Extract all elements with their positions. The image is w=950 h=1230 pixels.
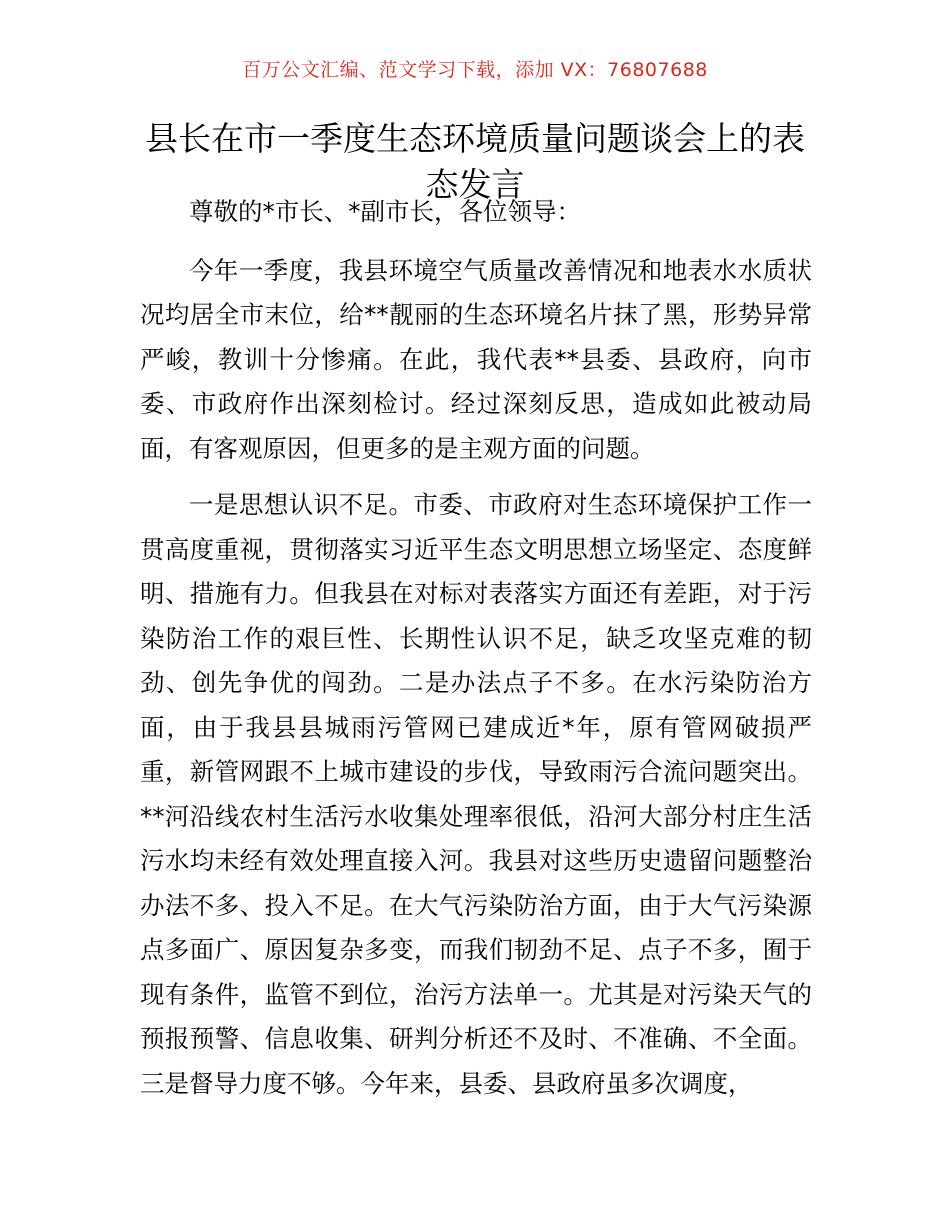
paragraph-intro: 今年一季度，我县环境空气质量改善情况和地表水水质状况均居全市末位，给**靓丽的生态环境名片抹了黑，形势异常严峻，教训十分惨痛。在此，我代表**县委、县政府，向市委、市政府作出深刻检讨。经过深刻反思，造成如此被动局面，有客观原因，但更多的是主观方面的问题。 xyxy=(140,255,812,463)
document-body xyxy=(140,190,812,1118)
salutation: 尊敬的*市长、*副市长，各位领导： xyxy=(189,197,581,226)
paragraph-problems: 一是思想认识不足。市委、市政府对生态环境保护工作一贯高度重视，贯彻落实习近平生态文明思想立场坚定、态度鲜明、措施有力。但我县在对标对表落实方面还有差距，对于污染防治工作的艰巨性、长期性认识不足，缺乏攻坚克难的韧劲、创先争优的闯劲。二是办法点子不多。在水污染防治方面，由于我县县城雨污管网已建成近*年，原有管网破损严重，新管网跟不上城市建设的步伐，导致雨污合流问题突出。**河沿线农村生活污水收集处理率很低，沿河大部分村庄生活污水均未经有效处理直接入河。我县对这些历史遗留问题整治办法不多、投入不足。在大气污染防治方面，由于大气污染源点多面广、原因复杂多变，而我们韧劲不足、点子不多，囿于现有条件，监管不到位，治污方法单一。尤其是对污染天气的预报预警、信息收集、研判分析还不及时、不准确、不全面。三是督导力度不够。今年来，县委、县政府虽多次调度， xyxy=(140,490,812,1098)
header-note: 百万公文汇编、范文学习下载，添加 VX：76807688 xyxy=(242,59,708,81)
document-title: 县长在市一季度生态环境质量问题谈会上的表态发言 xyxy=(145,119,805,204)
